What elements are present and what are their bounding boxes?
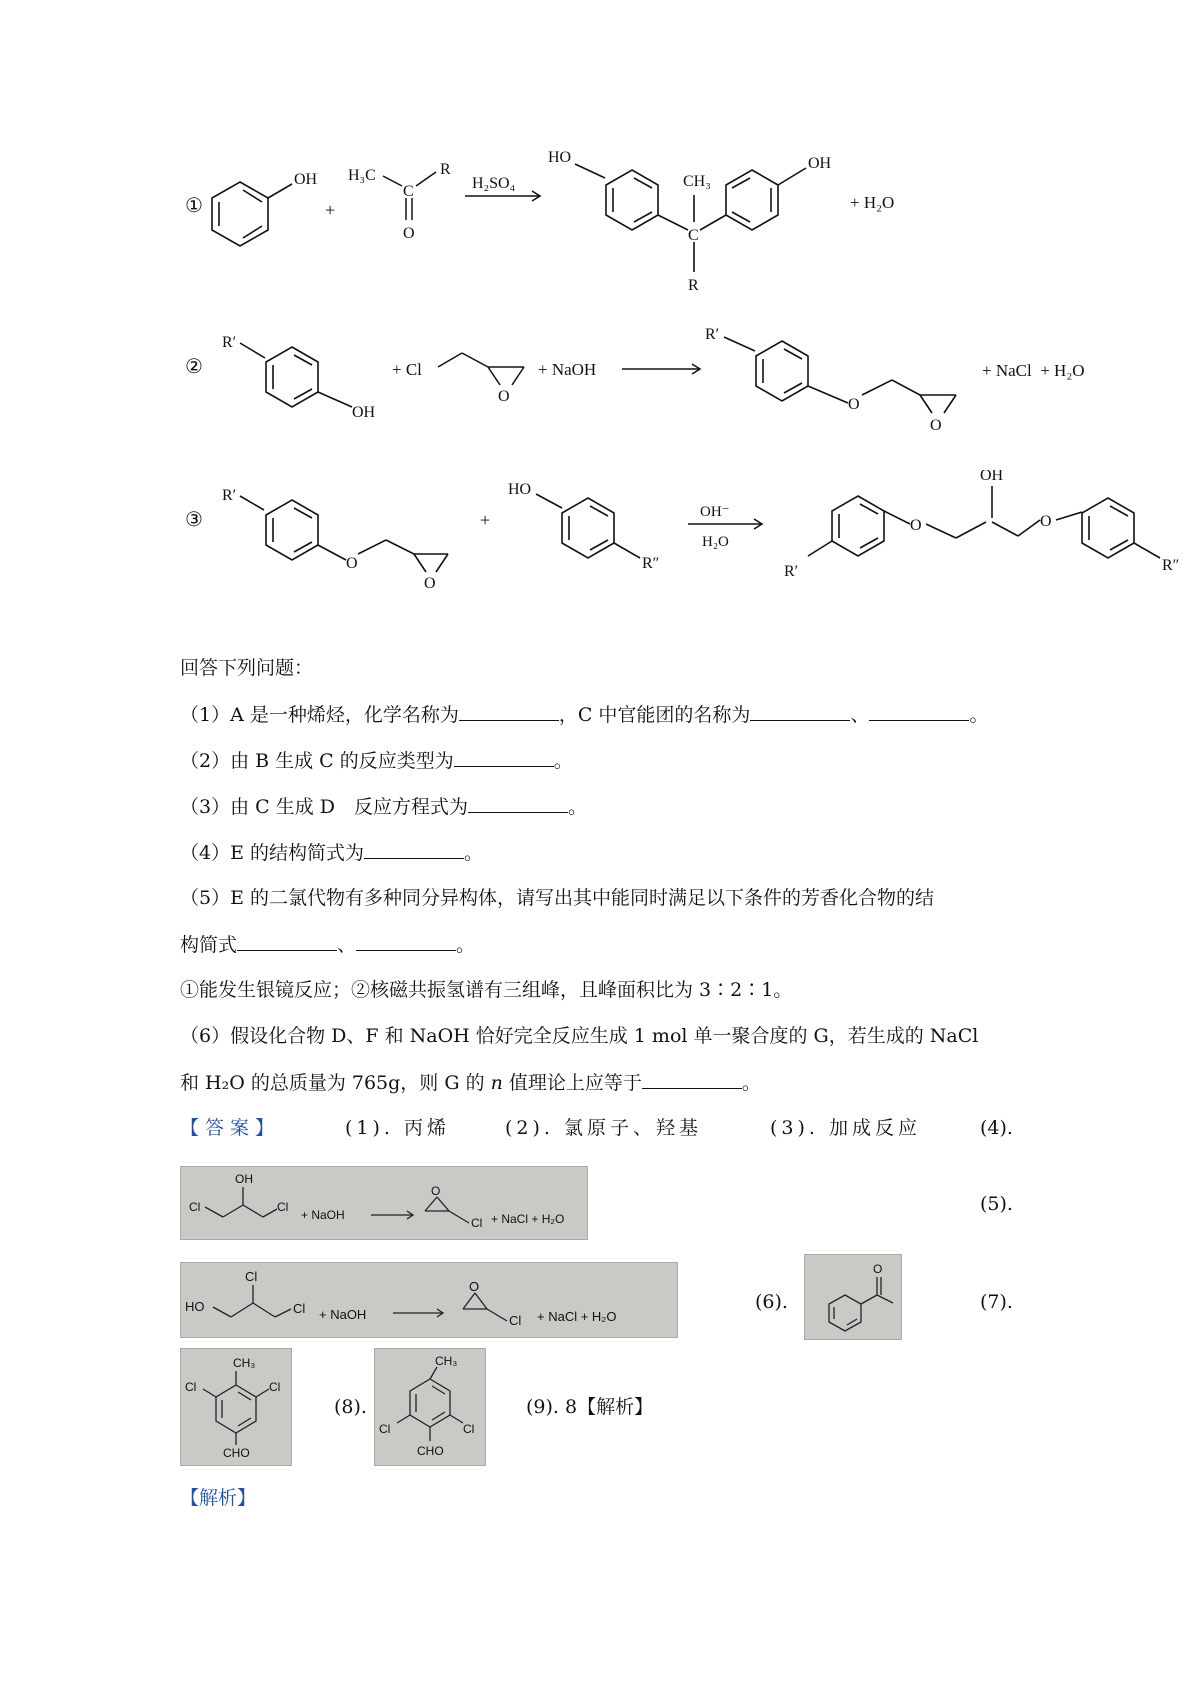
product-o1: O [910, 517, 922, 534]
naoh-label: + NaOH [538, 360, 597, 379]
r-prime-label: R′ [222, 334, 237, 351]
phenol-oh: OH [352, 404, 376, 421]
img5-cl1: Cl [379, 1422, 391, 1436]
answer-label: 【答案】 [180, 1117, 281, 1139]
catalyst-label: H₂SO₄ [472, 175, 516, 192]
answer-blank[interactable] [459, 702, 559, 721]
question-3 [180, 794, 587, 819]
answer-4: (4). [980, 1117, 1013, 1139]
img5-cho: CHO [417, 1444, 444, 1458]
answer-1: (1). 丙烯 [345, 1117, 450, 1139]
img2-cl3: Cl [509, 1313, 522, 1328]
answer-3: (3). 加成反应 [770, 1117, 921, 1139]
byproduct-water: + H₂O [850, 193, 895, 212]
img1-cl2: Cl [277, 1200, 289, 1214]
answer-image-2 [180, 1262, 678, 1338]
glycidyl-ether-structure [724, 337, 956, 413]
img4-cho: CHO [223, 1446, 250, 1460]
img4-cl1: Cl [185, 1380, 197, 1394]
answer-7: (7). [980, 1291, 1013, 1313]
img3-o: O [873, 1262, 883, 1276]
img2-cl: Cl [293, 1301, 306, 1316]
analysis-label: 【解析】 [180, 1487, 257, 1509]
img4-ch3: CH₃ [233, 1356, 256, 1370]
answer-blank[interactable] [356, 932, 456, 951]
question-5-line-2 [180, 932, 475, 957]
reaction-arrow [688, 519, 762, 529]
epoxide-o: O [930, 417, 942, 434]
plus-sign: + [325, 200, 336, 220]
answer-blank[interactable] [468, 794, 568, 813]
img2-ho: HO [185, 1299, 205, 1314]
product-oh: OH [808, 155, 832, 172]
img2-naoh: + NaOH [319, 1307, 367, 1322]
reaction-1 [0, 150, 1200, 320]
product-r-double-prime: R″ [1162, 557, 1180, 574]
ketone-c: C [403, 183, 414, 200]
reaction-arrow [465, 191, 540, 201]
q1-text-b: ，C 中官能团的名称为 [558, 704, 751, 726]
ketone-r: R [440, 161, 451, 178]
product-oh: OH [980, 470, 1004, 484]
answer-blank[interactable] [237, 932, 337, 951]
img1-cl3: Cl [471, 1216, 483, 1230]
h3c-label: H₃C [348, 167, 376, 184]
r-prime-label: R′ [222, 487, 237, 504]
answer-blank[interactable] [454, 748, 554, 767]
answer-6: (6). [755, 1291, 788, 1313]
question-1 [180, 702, 988, 727]
img5-ch3: CH₃ [435, 1354, 458, 1368]
ether-o: O [346, 555, 358, 572]
q6-text-c: 。 [741, 1072, 761, 1094]
img1-oh: OH [235, 1172, 253, 1186]
q1-text-c: 、 [850, 704, 870, 726]
question-6-line-2 [180, 1070, 761, 1095]
q1-text-a: （1）A 是一种烯烃，化学名称为 [180, 704, 459, 726]
r-double-prime: R″ [642, 555, 660, 572]
glycidyl-ether-structure [240, 496, 448, 572]
q5-text-c: 。 [456, 934, 476, 956]
product-o2: O [1040, 513, 1052, 530]
byproducts: + NaCl + H₂O [982, 361, 1085, 380]
question-5-line-1: （5）E 的二氯代物有多种同分异构体，请写出其中能同时满足以下条件的芳香化合物的结 [180, 887, 934, 909]
q5-text-a: 构简式 [180, 934, 238, 956]
questions-intro: 回答下列问题： [180, 657, 314, 679]
answer-image-5 [374, 1348, 486, 1466]
phenol-structure [212, 182, 292, 246]
q5-text-b: 、 [337, 934, 357, 956]
answer-blank[interactable] [364, 840, 464, 859]
answer-9: (9). 8【解析】 [526, 1396, 654, 1418]
q2-text-a: （2）由 B 生成 C 的反应类型为 [180, 750, 454, 772]
phenol-r2-structure [536, 494, 640, 558]
reaction-number: ① [185, 195, 203, 217]
img2-o: O [469, 1279, 480, 1294]
phenol-ho: HO [508, 481, 532, 498]
phenol-oh: OH [294, 171, 318, 188]
epoxide-o: O [424, 575, 436, 592]
q6-text-b: 值理论上应等于 [502, 1072, 642, 1094]
answer-blank[interactable] [750, 702, 850, 721]
img5-cl2: Cl [463, 1422, 475, 1436]
question-4 [180, 840, 483, 865]
reaction-3 [0, 470, 1200, 605]
img1-cl1: Cl [189, 1200, 201, 1214]
chloro-label: + Cl [392, 360, 422, 379]
answer-blank[interactable] [642, 1070, 742, 1089]
q4-text-a: （4）E 的结构简式为 [180, 842, 364, 864]
epichlorohydrin-structure [438, 353, 524, 385]
reaction-number: ② [185, 356, 203, 378]
answer-2: (2). 氯原子、羟基 [505, 1117, 702, 1139]
img1-o: O [431, 1184, 441, 1198]
condition-water: H₂O [702, 534, 729, 550]
q2-text-b: 。 [553, 750, 573, 772]
img4-cl2: Cl [269, 1380, 281, 1394]
q4-text-b: 。 [464, 842, 484, 864]
img2-cl-top: Cl [245, 1269, 258, 1284]
img1-naoh: + NaOH [301, 1208, 345, 1222]
epoxide-o: O [498, 388, 510, 405]
product-r-prime: R′ [705, 326, 720, 343]
reaction-arrow [622, 364, 700, 374]
answer-image-3 [804, 1254, 902, 1340]
answer-blank[interactable] [869, 702, 969, 721]
answer-5: (5). [980, 1193, 1013, 1215]
product-r: R [688, 277, 699, 294]
question-2 [180, 748, 573, 773]
product-r-prime: R′ [784, 563, 799, 580]
product-ch3: CH₃ [683, 173, 711, 190]
reaction-2 [0, 325, 1200, 470]
answer-image-1 [180, 1166, 588, 1240]
answer-image-4 [180, 1348, 292, 1466]
product-ho: HO [548, 150, 572, 166]
img2-products: + NaCl + H₂O [537, 1309, 617, 1324]
q6-text-a: 和 H₂O 的总质量为 765g，则 G 的 [180, 1072, 491, 1094]
plus-sign: + [480, 510, 491, 530]
phenol-r-structure [240, 343, 352, 407]
q3-text-b: 。 [567, 796, 587, 818]
product-c: C [688, 227, 699, 244]
img1-products: + NaCl + H₂O [491, 1212, 565, 1226]
q3-text-a: （3）由 C 生成 D 反应方程式为 [180, 796, 468, 818]
reaction-number: ③ [185, 509, 203, 531]
question-6-line-1: （6）假设化合物 D、F 和 NaOH 恰好完全反应生成 1 mol 单一聚合度的 G，若生成的 NaCl [180, 1025, 979, 1047]
q6-n: n [490, 1072, 503, 1094]
question-5-conditions: ①能发生银镜反应；②核磁共振氢谱有三组峰，且峰面积比为 3∶2∶1。 [180, 979, 793, 1001]
condition-oh: OH⁻ [700, 504, 730, 520]
ketone-o: O [403, 225, 415, 242]
q1-text-d: 。 [969, 704, 989, 726]
answer-8: (8). [334, 1396, 367, 1418]
diaryl-ether-product [808, 486, 1160, 558]
ether-o: O [848, 396, 860, 413]
